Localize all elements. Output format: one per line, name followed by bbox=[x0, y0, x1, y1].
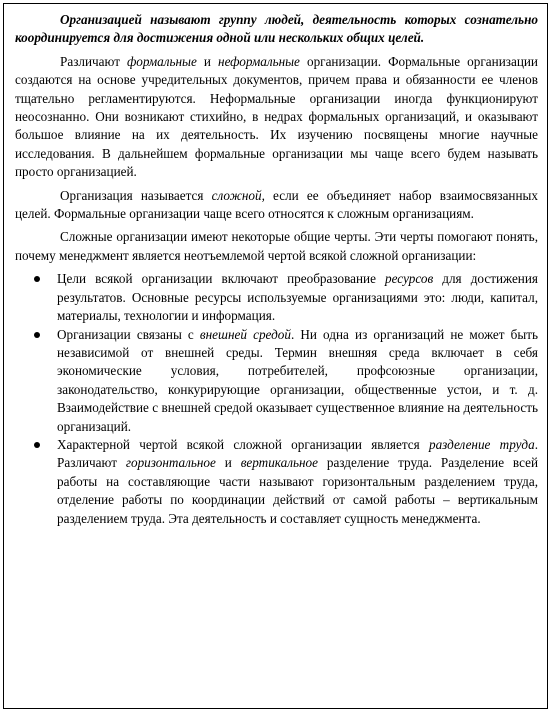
list-item bbox=[15, 270, 538, 325]
text-run: Характерной чертой всякой сложной организации является bbox=[57, 436, 429, 452]
text-run: Цели всякой организации включают преобразование bbox=[57, 271, 386, 287]
features-list bbox=[15, 270, 538, 528]
bullet-icon bbox=[34, 332, 40, 338]
paragraph-complex bbox=[15, 187, 538, 224]
text-run: и bbox=[196, 53, 219, 69]
text-box bbox=[3, 3, 548, 709]
text-run: и bbox=[215, 455, 241, 471]
text-run: Различают bbox=[60, 53, 128, 69]
bullet-icon bbox=[34, 442, 40, 448]
paragraph-formal-informal bbox=[15, 53, 538, 182]
bullet-icon bbox=[34, 276, 40, 282]
term-division-of-labor: разделение труда bbox=[428, 436, 535, 452]
text-run: . Различают bbox=[57, 436, 538, 471]
term-formal: формальные bbox=[127, 53, 197, 69]
term-resources: ресурсов bbox=[385, 271, 434, 287]
text-run: разделение труда. Разделение всей работы на составляющие части называют горизонтальным разделением труда, отделение работы по координации действий от самой работы – вертикальным разделением труда. Эта деятельность и составляет сущность менеджмента. bbox=[57, 455, 538, 526]
text-run: для достижения результатов. Основные ресурсы используемые организациями это: люди, капитал, материалы, технологии и информация. bbox=[57, 271, 538, 324]
text-run: Организация называется bbox=[60, 187, 212, 203]
term-vertical: вертикальное bbox=[240, 455, 318, 471]
definition-paragraph: Организацией называют группу людей, деятельность которых сознательно координируется для достижения одной или нескольких общих целей. bbox=[15, 12, 538, 46]
text-run: если ее объединяет набор взаимосвязанных целей. Формальные организации чаще всего относятся к сложным организациям. bbox=[15, 187, 538, 222]
text-run: Организации связаны с bbox=[57, 326, 200, 342]
text-run: . Ни одна из организаций не может быть независимой от внешней среды. Термин внешняя среда включает в себя экономические условия, потребителей, профсоюзные организации, законодательство, конкурирующие организации, общественные устои, и т. д. Взаимодействие с внешней средой оказывает существенное влияние на деятельность организаций. bbox=[57, 326, 538, 434]
paragraph-features: Сложные организации имеют некоторые общие черты. Эти черты помогают понять, почему менеджмент является неотъемлемой чертой всякой сложной организации: bbox=[15, 229, 538, 263]
list-item bbox=[15, 436, 538, 528]
text-run: организации. Формальные организации создаются на основе учредительных документов, причем права и обязанности ее членов тщательно регламентируются. Неформальные организации иногда функционируют неосознанно. Они возникают стихийно, в недрах формальных организаций, и оказывают большое влияние на их деятельность. Их изучению посвящены многие научные исследования. В дальнейшем формальные организации мы чаще всего будем называть просто организацией. bbox=[15, 53, 538, 180]
term-complex: сложной, bbox=[211, 187, 265, 203]
list-item bbox=[15, 326, 538, 436]
term-informal: неформальные bbox=[218, 53, 300, 69]
term-horizontal: горизонтальное bbox=[125, 455, 216, 471]
term-external-environment: внешней средой bbox=[199, 326, 291, 342]
